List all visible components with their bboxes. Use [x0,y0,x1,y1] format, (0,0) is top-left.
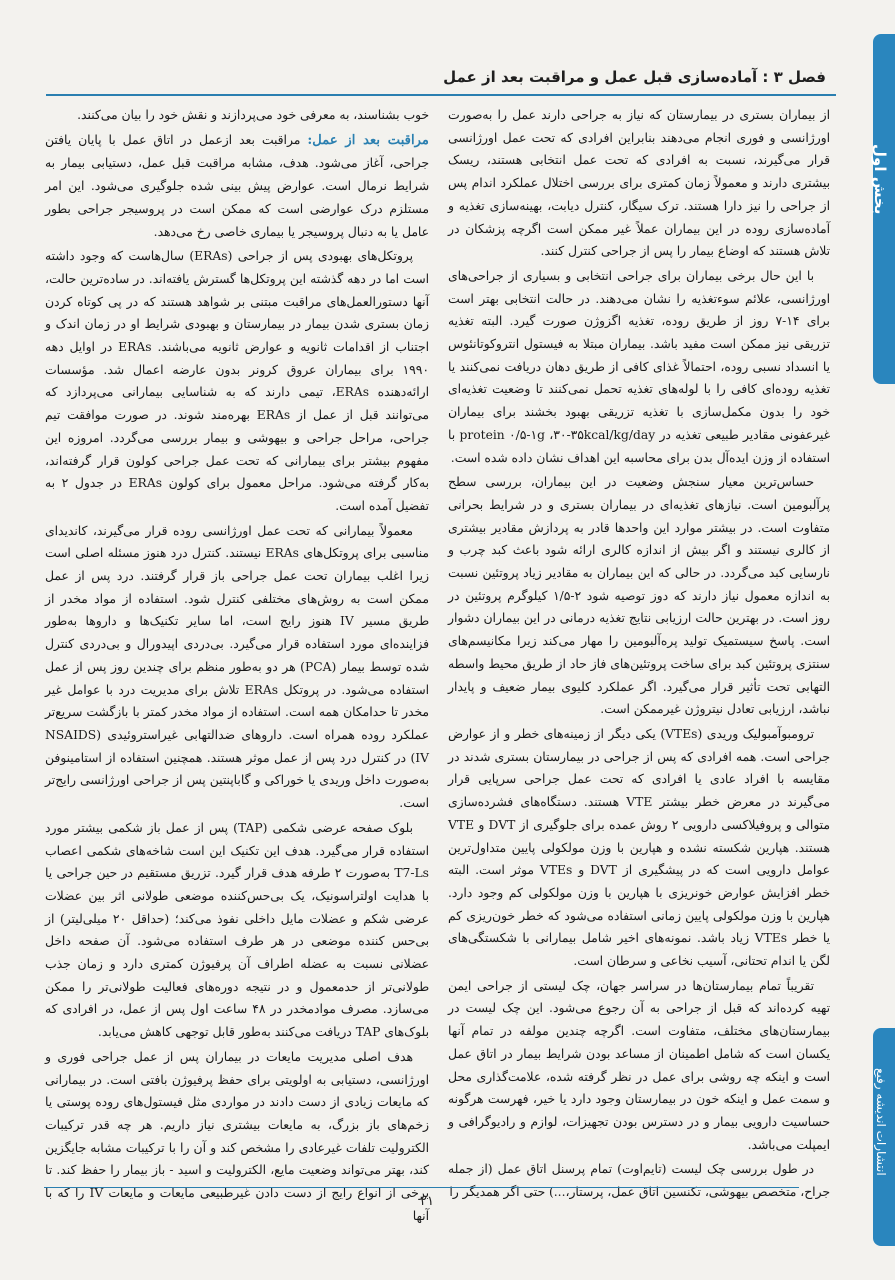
paragraph: پروتکل‌های بهبودی پس از جراحی (ERAs) سال‌هاست که وجود داشته است اما در دهه گذشته این پروتکل‌ها گسترش یافته‌اند. در ساده‌ترین حالت، آنها دستورالعمل‌های مراقبت مبتنی بر شواهد هستند که در پی کوتاه کردن زمان بستری شدن بیمار در بیمارستان و بهبودی شرایط او در زمان اندک و اجتناب از اقدامات ثانویه و عوارض ثانویه می‌باشند. ERAs در اوایل دهه ۱۹۹۰ برای بیماران عروق کرونر بدون عارضه اعمال شد. مؤسسات ارائه‌دهنده ERAs، تیمی دارند که به شناسایی بیمارانی می‌پردازد که می‌توانند قبل از عمل از ERAs بهره‌مند شوند. در صورت موافقت تیم جراحی، مراحل جراحی و بیهوشی و بیمار بررسی می‌گردد. امروزه این مفهوم بیشتر برای بیمارانی که تحت عمل جراحی کولون قرار گرفته‌اند، به‌کار گرفته می‌شود. مراحل معمول برای کولون ERAs در جدول ۲ به تفضیل آمده است. [45,249,430,513]
section-heading: مراقبت بعد از عمل: [307,132,429,148]
paragraph: بلوک صفحه عرضی شکمی (TAP) پس از عمل باز شکمی بیشتر مورد استفاده قرار می‌گیرد. هدف این تکنیک این است شاخه‌های شکمی اعصاب T7-Ls به‌صورت ۲ طرفه هدف قرار گیرد. تزریق مستقیم در حین جراحی یا با هدایت اولتراسونیک، یک بی‌حس‌کننده موضعی طولانی اثر بین عضلات عرضی شکم و عضلات مایل داخلی نفوذ می‌کند؛ (حداقل ۲۰ میلی‌لیتر) از بی‌حس کننده موضعی در هر طرف استفاده می‌شود. آن صفحه داخل عضلانی نسبت به عضله اطراف آن پرفیوژن کمتری دارد و زمان جذب طولانی‌تر از حدمعمول و در نتیجه دوره‌های فعالیت طولانی‌تر را ممکن می‌سازد. مصرف موادمخدر در ۴۸ ساعت اول پس از عمل، در افرادی که بلوک‌های TAP دریافت می‌کنند به‌طور قابل توجهی کاهش می‌یابد. [45,820,429,1040]
paragraph: تقریباً تمام بیمارستان‌ها در سراسر جهان، چک لیستی از جراحی ایمن تهیه کرده‌اند که قبل از جراحی به آن رجوع می‌شود. این چک لیست در بیمارستان‌های مختلف، متفاوت است. اگرچه چندین مولفه در تمام آنها یکسان است که شامل اطمینان از مساعد بودن شرایط بیمار در اتاق عمل است و اینکه چه روشی برای عمل در نظر گرفته شده، علامت‌گذاری محل و سمت عمل و اینکه خون در بیمارستان وجود دارد یا خیر، فهرست هرگونه حساسیت دارویی بیمار و در دسترس بودن تجهیزات، لوازم و رادیوگرافی و ایمپلت می‌باشد. [448,978,830,1152]
right-text-column [448,104,831,1200]
header-rule [46,94,836,96]
paragraph: حساس‌ترین معیار سنجش وضعیت در این بیماران، بررسی سطح پرآلبومین است. نیازهای تغذیه‌ای در بیماران بستری و در شرایط بحرانی متفاوت است. در بیشتر موارد این واحدها قادر به پردازش مقادیر بیشتری از کالری نیستند و اگر بیش از اندازه کالری ارائه شود باعث کبد چرب و نارسایی کبد می‌گردد. در حالی که این بیماران به مقادیر زیاد پروتئین نسبت به اندازه معمول نیاز دارند که دوز توصیه شود ۲-۱/۵ کیلوگرم پروتئین در روز است. در بهترین حالت ارزیابی نتایج تغذیه درمانی در این بیماران دشوار است. پاسخ سیستمیک تولید پره‌آلبومین را مهار می‌کند زیرا مکانیسم‌های سنتزی پروتئین کبد برای ساخت پروتئین‌های فاز حاد از طریق محیط واسطه التهابی تحت تأثیر قرار می‌گیرد. اگر عملکرد کلیوی بیمار ضعیف و پایدار نباشد، ارزیابی تعادل نیتروژن غیرممکن است. [448,475,831,717]
publisher-tab-label: انتشارات اندیشه رفیع [874,1068,888,1176]
section-paragraph [45,129,429,244]
page-header [46,64,836,96]
paragraph: با این حال برخی بیماران برای جراحی انتخابی و بسیاری از جراحی‌های اورژانسی، علائم سوءتغذیه را نشان می‌دهند. در حالت انتخابی بهتر است برای ۱۴-۷ روز از طریق روده، تغذیه اگزوژن صورت گیرد. البته تغذیه تزریقی نیز ممکن است مفید باشد. بیماران مبتلا به فیستول انتروکوتانئوس یا انسداد نسبی روده، احتمالاً غذای کافی از طریق دهان دریافت نمی‌کنند یا تغذیه روده‌ای کافی را با لوله‌های تغذیه تحمل نمی‌کنند تا وضعیت تغذیه‌ای خود را بدون مکمل‌سازی با تغذیه تزریقی بهبود بخشند برای بیماران غیرعفونی مقادیر طبیعی تغذیه در protein ۰/۵-۱g ،۳۰-۳۵kcal/kg/day با استفاده از وزن ایده‌آل بدن برای محاسبه این اهداف نشان داده شده است. [448,268,831,465]
section-side-tab [873,34,895,384]
publisher-side-tab [873,1028,895,1246]
section-tab-label: بخش اول [871,144,889,215]
chapter-title: فصل ۳ : آماده‌سازی قبل عمل و مراقبت بعد از عمل [443,68,826,86]
page-number: ۲۱ [420,1194,434,1209]
paragraph: خوب بشناسند، به معرفی خود می‌پردازند و نقش خود را بیان می‌کنند. [77,108,429,122]
paragraph: معمولاً بیمارانی که تحت عمل اورژانسی روده قرار می‌گیرند، کاندیدای مناسبی برای پروتکل‌های ERAs نیستند. کنترل درد هنوز مسئله اصلی است زیرا اغلب بیماران تحت عمل جراحی باز قرار گرفتند. درد پس از عمل ممکن است به روش‌های مختلفی کنترل شود. استفاده از مواد مخدر از طریق مسیر IV هنوز رایج است، اما سایر تکنیک‌ها و داروها به‌طور فزاینده‌ای مورد استفاده قرار می‌گیرد. بی‌دردی اپیدورال و بی‌دردی کنترل شده توسط بیمار (PCA) هر دو به‌طور منظم برای چندین روز پس از عمل استفاده می‌شود. در پروتکل ERAs تلاش برای مدیریت درد با عوامل غیر مخدر تا حدامکان همه است. استفاده از مواد مخدر کمتر با بازگشت سریع‌تر عملکرد روده همراه است. داروهای ضدالتهابی غیراستروئیدی (NSAIDS (IV در کنترل درد پس از عمل موثر هستند. همچنین استفاده از استامینوفن به‌صورت داخل وریدی یا خوراکی و گاباپنتین پس از جراحی اورژانسی رایج‌تر است. [45,523,430,811]
section-heading-text: مراقبت بعد ازعمل در اتاق عمل با پایان یافتن جراحی، آغاز می‌شود. هدف، مشابه مراقبت قبل عمل، دستیابی بیمار به شرایط نرمال است. عوارض پیش بینی شده جلوگیری می‌شود. این امر مستلزم درک عوارضی است که ممکن است در پروسیجر جراحی بطور عامل یا به دنبال پروسیجر یا بیماری خاصی رخ می‌دهد. [45,132,429,239]
paragraph: در طول بررسی چک لیست (تایم‌اوت) تمام پرسنل اتاق عمل (از جمله جراح، متخصص بیهوشی، تکنسین اتاق عمل، پرستار،...) حتی اگر همدیگر را [448,1162,830,1200]
paragraph: از بیماران بستری در بیمارستان که نیاز به جراحی دارند عمل را به‌صورت اورژانسی و فوری انجام می‌دهند بنابراین افرادی که تحت عمل اورژانسی قرار می‌گیرند، نسبت به افرادی که تحت عمل انتخابی هستند، ریسک بیشتری دارند و معمولاً زمان کمتری برای بررسی اختلال عملکرد اندام پس از جراحی را نیز دارا هستند. ترک سیگار، کنترل دیابت، بهینه‌سازی تغذیه و آماده‌سازی روده در این بیماران عملاً غیر ممکن است اگرچه پزشکان در تلاش هستند که اوضاع بیمار را پس از جراحی کنترل کنند. [448,108,830,259]
paragraph: ترومبوآمبولیک وریدی (VTEs) یکی دیگر از زمینه‌های خطر و از عوارض جراحی است. همه افرادی که پس از جراحی در بیمارستان بستری شدند در مقایسه با افراد عادی یا افرادی که تحت عمل جراحی سرپایی قرار می‌گیرند در معرض خطر بیشتر VTE هستند. دستگاه‌های فشرده‌سازی متوالی و پروفیلاکسی دارویی ۲ روش عمده برای جلوگیری از DVT و VTE هستند. هپارین شکسته نشده و هپارین با وزن مولکولی پایین متداول‌ترین عوامل دارویی است که در پیشگیری از DVT و VTEs موثر است. البته خطر افزایش عوارض خونریزی با هپارین با وزن مولکولی کم وجود دارد. هپارین با وزن مولکولی پایین زمانی استفاده می‌شود که خطر خون‌ریزی کم یا خطر VTEs زیاد باشد. نمونه‌های اخیر شامل بیمارانی با شکستگی‌های لگن یا اندام تحتانی، آسیب نخاعی و سرطان است. [448,726,831,969]
footer-rule [44,1187,799,1188]
paragraph: هدف اصلی مدیریت مایعات در بیماران پس از عمل جراحی فوری و اورژانسی، دستیابی به اولویتی برای حفظ پرفیوژن بافتی است. در بیمارانی که مایعات زیادی از دست دادند در مواردی مثل فیستول‌های روده پوستی یا زخم‌های باز بزرگ، به مایعات بیشتری نیاز داریم. هر چه قدر ترکیبات الکترولیت تلفات غیرعادی را مشخص کند و آن را با ترکیبات مشابه جایگزین کند، بهتر می‌تواند وضعیت مایع، الکترولیت و اسید - باز بیمار را حفظ کند. تا برخی از انواع رایج از دست دادن غیرطبیعی مایعات و مایعات IV را که با آنها [45,1049,429,1223]
